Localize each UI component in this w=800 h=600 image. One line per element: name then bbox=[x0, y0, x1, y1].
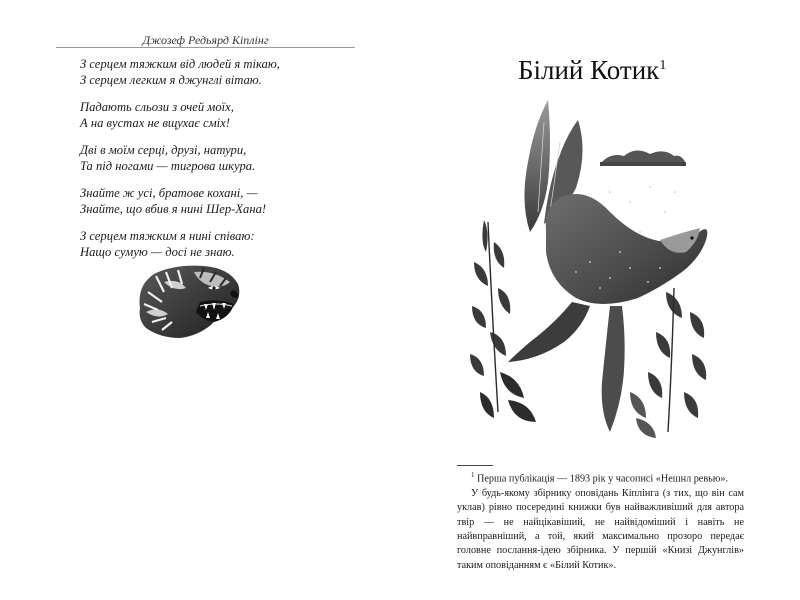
hills-icon bbox=[600, 150, 686, 164]
poem-line: З серцем легким я джунглі вітаю. bbox=[80, 73, 262, 87]
poem-stanza bbox=[80, 142, 370, 174]
poem-line: Знайте, що вбив я нині Шер-Хана! bbox=[80, 202, 267, 216]
poem-line: З серцем тяжким від людей я тікаю, bbox=[80, 57, 280, 71]
poem-stanza bbox=[80, 228, 370, 260]
poem-line: Нащо сумую — досі не знаю. bbox=[80, 245, 235, 259]
footnote-ref[interactable]: 1 bbox=[659, 58, 667, 73]
poem-line: Знайте ж усі, братове кохані, — bbox=[80, 186, 258, 200]
poem-line: А на вустах не вщухає сміх! bbox=[80, 116, 230, 130]
right-page bbox=[400, 0, 800, 600]
footnote-first-line bbox=[457, 468, 744, 487]
footnote bbox=[457, 468, 744, 573]
tiger-head-illustration bbox=[134, 262, 244, 340]
poem-stanza bbox=[80, 56, 370, 88]
footnote-body: У будь-якому збірнику оповідань Кіплінга (з тих, що він сам уклав) рівно посередині книжки був найважливіший для автора твір — не найцікавіший, не найвідоміший і навіть не найвправніший, а той, який максимально прозоро передає головне послання-ідею збірника. У першій «Книзі Джунглів» таким оповіданням є «Білий Котик». bbox=[457, 487, 744, 571]
footnote-marker: 1 bbox=[471, 471, 475, 479]
moon-icon bbox=[653, 120, 666, 137]
footnote-rule bbox=[457, 465, 493, 466]
poem-line: Та під ногами — тигрова шкура. bbox=[80, 159, 256, 173]
running-head-rule bbox=[56, 47, 355, 48]
footnote-source: Перша публікація — 1893 рік у часописі «Нешнл ревью». bbox=[477, 473, 729, 485]
poem-line: Дві в моїм серці, друзі, натури, bbox=[80, 143, 247, 157]
story-title bbox=[518, 55, 666, 86]
poem-stanza bbox=[80, 185, 370, 217]
poem-stanza bbox=[80, 99, 370, 131]
poem-line: З серцем тяжким я нині співаю: bbox=[80, 229, 255, 243]
seal-illustration bbox=[460, 92, 730, 442]
story-title-text: Білий Котик bbox=[518, 55, 660, 85]
running-head: Джозеф Редьярд Кіплінг bbox=[142, 33, 269, 47]
poem bbox=[80, 56, 370, 271]
poem-line: Падають сльози з очей моїх, bbox=[80, 100, 234, 114]
